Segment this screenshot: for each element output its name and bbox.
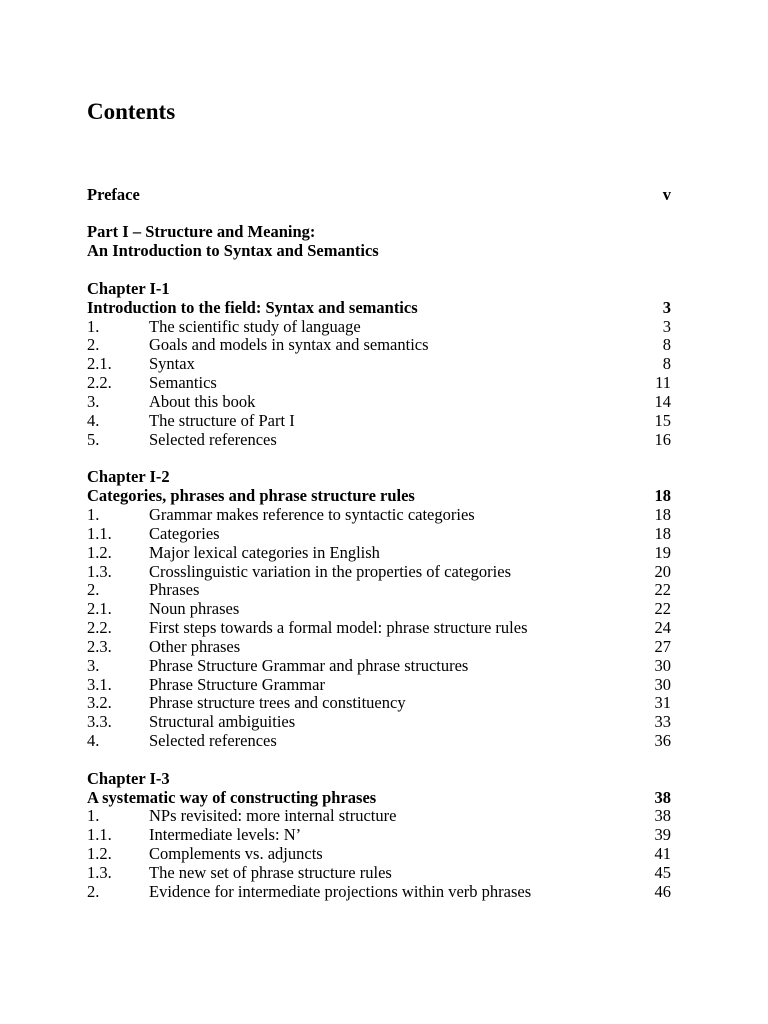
section-number: 2. <box>87 882 100 901</box>
toc-entry[interactable] <box>87 411 671 430</box>
section-number: 1.3. <box>87 863 112 882</box>
section-number: 2.1. <box>87 599 112 618</box>
toc-entry[interactable] <box>87 335 671 354</box>
toc-entry[interactable] <box>87 392 671 411</box>
toc-page-number: 33 <box>654 712 671 731</box>
page-title: Contents <box>87 99 176 124</box>
section-number: 1. <box>87 317 100 336</box>
toc-entry[interactable] <box>87 844 671 863</box>
section-title: The structure of Part I <box>149 411 295 430</box>
section-number: 2.2. <box>87 618 112 637</box>
toc-page-number: 14 <box>654 392 671 411</box>
chapter-label-text: Chapter I-3 <box>87 769 170 788</box>
toc-page-number: 3 <box>662 298 671 317</box>
toc-page-number: 18 <box>654 505 671 524</box>
toc-entry[interactable] <box>87 806 671 825</box>
toc-page-number: 22 <box>654 580 671 599</box>
toc-page-number: 22 <box>654 599 671 618</box>
chapter-title-entry[interactable] <box>87 486 671 505</box>
section-number: 1. <box>87 505 100 524</box>
part-subtitle-text: An Introduction to Syntax and Semantics <box>87 241 379 260</box>
section-number: 2. <box>87 580 100 599</box>
toc-entry[interactable] <box>87 731 671 750</box>
toc-entry[interactable] <box>87 637 671 656</box>
toc-entry[interactable] <box>87 562 671 581</box>
section-title: Evidence for intermediate projections within verb phrases <box>149 882 532 901</box>
chapter-title: Introduction to the field: Syntax and semantics <box>87 298 418 317</box>
section-title: Phrase Structure Grammar and phrase structures <box>149 656 469 675</box>
section-number: 1.1. <box>87 825 112 844</box>
section-title: Intermediate levels: N’ <box>149 825 302 844</box>
toc-entry[interactable] <box>87 675 671 694</box>
toc-page-number: 30 <box>654 656 671 675</box>
toc-page-number: 19 <box>654 543 671 562</box>
section-title: Phrase structure trees and constituency <box>149 693 406 712</box>
chapter-label <box>87 769 671 788</box>
section-number: 3.2. <box>87 693 112 712</box>
toc-entry[interactable] <box>87 863 671 882</box>
section-number: 3. <box>87 656 100 675</box>
chapter-title: A systematic way of constructing phrases <box>87 788 377 807</box>
section-number: 2. <box>87 335 100 354</box>
toc-entry[interactable] <box>87 618 671 637</box>
section-title: Structural ambiguities <box>149 712 296 731</box>
section-title: NPs revisited: more internal structure <box>149 806 397 825</box>
toc-entry[interactable] <box>87 543 671 562</box>
section-title: Grammar makes reference to syntactic categories <box>149 505 475 524</box>
section-title: Syntax <box>149 354 195 373</box>
toc-page-number: 36 <box>654 731 671 750</box>
toc-page-number: 18 <box>654 486 671 505</box>
chapter-title-entry[interactable] <box>87 788 671 807</box>
toc-page-number: 38 <box>654 806 671 825</box>
toc-page-number: 15 <box>654 411 671 430</box>
section-number: 1.3. <box>87 562 112 581</box>
chapter-title: Categories, phrases and phrase structure rules <box>87 486 415 505</box>
toc-page-number: 24 <box>654 618 671 637</box>
section-number: 3.1. <box>87 675 112 694</box>
section-number: 4. <box>87 411 100 430</box>
section-title: Noun phrases <box>149 599 240 618</box>
section-number: 1.1. <box>87 524 112 543</box>
toc-page-number: 27 <box>654 637 671 656</box>
toc-entry[interactable] <box>87 882 671 901</box>
toc-entry[interactable] <box>87 373 671 392</box>
chapter-label <box>87 467 671 486</box>
section-number: 3.3. <box>87 712 112 731</box>
toc-page-number: 45 <box>654 863 671 882</box>
toc-page-number: 46 <box>654 882 671 901</box>
toc-entry[interactable] <box>87 505 671 524</box>
toc-page-number: 18 <box>654 524 671 543</box>
section-number: 5. <box>87 430 100 449</box>
chapter-label <box>87 279 671 298</box>
section-title: Phrases <box>149 580 200 599</box>
chapter-label-text: Chapter I-1 <box>87 279 170 298</box>
part-title-line-1 <box>87 222 671 241</box>
section-title: Major lexical categories in English <box>149 543 380 562</box>
section-title: Other phrases <box>149 637 241 656</box>
toc-entry[interactable] <box>87 430 671 449</box>
section-number: 1. <box>87 806 100 825</box>
section-title: First steps towards a formal model: phrase structure rules <box>149 618 528 637</box>
part-title-line-2 <box>87 241 671 260</box>
section-title: Complements vs. adjuncts <box>149 844 323 863</box>
toc-entry[interactable] <box>87 712 671 731</box>
toc-page-number: 11 <box>655 373 671 392</box>
toc-entry[interactable] <box>87 524 671 543</box>
section-number: 2.1. <box>87 354 112 373</box>
section-title: Crosslinguistic variation in the properties of categories <box>149 562 511 581</box>
toc-page-number: 31 <box>654 693 671 712</box>
section-number: 2.3. <box>87 637 112 656</box>
section-title: Categories <box>149 524 220 543</box>
toc-page-number: v <box>662 185 671 204</box>
toc-entry[interactable] <box>87 580 671 599</box>
section-title: About this book <box>149 392 256 411</box>
toc-entry[interactable] <box>87 693 671 712</box>
section-title: The new set of phrase structure rules <box>149 863 392 882</box>
toc-entry[interactable] <box>87 354 671 373</box>
toc-page-number: 20 <box>654 562 671 581</box>
toc-page-number: 41 <box>654 844 671 863</box>
section-title: Selected references <box>149 731 277 750</box>
section-title: Semantics <box>149 373 217 392</box>
section-title: The scientific study of language <box>149 317 361 336</box>
toc-entry[interactable] <box>87 825 671 844</box>
section-title: Goals and models in syntax and semantics <box>149 335 429 354</box>
toc-page-number: 3 <box>662 317 671 336</box>
toc-page-number: 38 <box>654 788 671 807</box>
toc-page-number: 8 <box>662 335 671 354</box>
section-number: 3. <box>87 392 100 411</box>
section-title: Selected references <box>149 430 277 449</box>
toc-page-number: 8 <box>662 354 671 373</box>
toc-page-number: 39 <box>654 825 671 844</box>
toc-entry[interactable] <box>87 599 671 618</box>
chapter-title-entry[interactable] <box>87 298 671 317</box>
section-title: Phrase Structure Grammar <box>149 675 325 694</box>
section-number: 4. <box>87 731 100 750</box>
part-title-text: Part I – Structure and Meaning: <box>87 222 316 241</box>
toc-entry[interactable] <box>87 317 671 336</box>
toc-entry-preface[interactable] <box>87 185 671 204</box>
section-number: 1.2. <box>87 543 112 562</box>
toc-page-number: 30 <box>654 675 671 694</box>
toc-page-number: 16 <box>654 430 671 449</box>
toc-entry-title: Preface <box>87 185 140 204</box>
chapter-label-text: Chapter I-2 <box>87 467 170 486</box>
section-number: 2.2. <box>87 373 112 392</box>
toc-entry[interactable] <box>87 656 671 675</box>
section-number: 1.2. <box>87 844 112 863</box>
